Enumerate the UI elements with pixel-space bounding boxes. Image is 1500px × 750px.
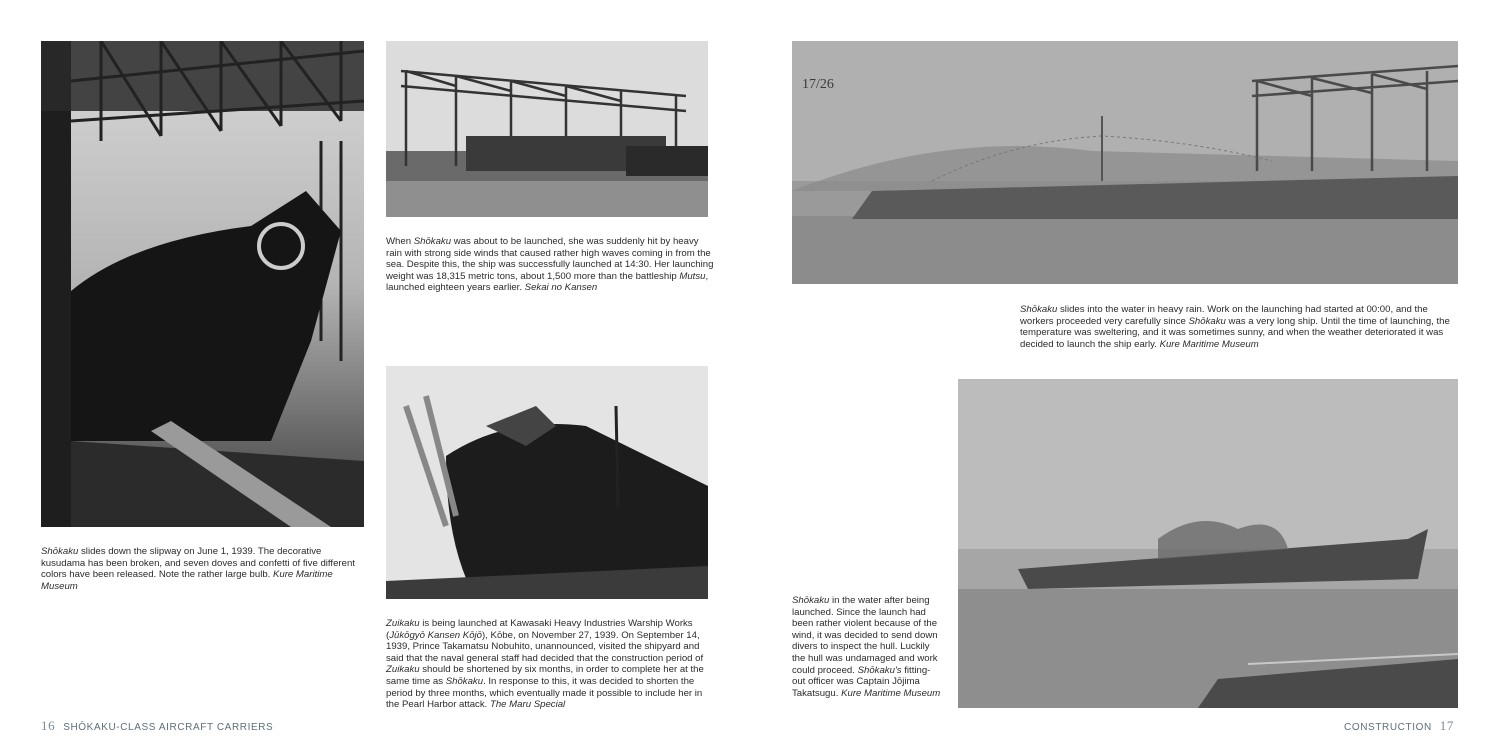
caption-run: Zuikaku	[386, 664, 420, 676]
zuikaku-photo-graphic	[386, 366, 708, 599]
photo-zuikaku-launch	[386, 366, 708, 599]
in-water-photo-graphic	[958, 379, 1458, 708]
caption-run: Shōkaku	[445, 675, 484, 687]
caption-run: Sekai no Kansen	[524, 282, 598, 294]
caption-in-water	[792, 595, 942, 699]
slipway-photo-graphic	[41, 41, 364, 527]
caption-run: , launched eighteen years earlier.	[386, 270, 709, 294]
folio-right	[1344, 718, 1454, 734]
caption-run: slides down the slipway on June 1, 1939. The decorative kusudama has been broken, and seven doves and confetti of five different colors have been released. Note the rather large bulb.	[41, 546, 355, 581]
photo-gantry-launch	[386, 41, 708, 217]
caption-run: was a very long ship. Until the time of launching, the temperature was sweltering, and it was sometimes sunny, and when the weather deteriorated it was decided to launch the ship early.	[1020, 315, 1450, 350]
caption-run: Shōkaku's	[857, 664, 902, 676]
running-title-left: SHŌKAKU-CLASS AIRCRAFT CARRIERS	[63, 722, 274, 733]
caption-run: . In response to this, it was decided to shorten the period by three months, which eventually made it possible to include her in the Pearl Harbor attack.	[386, 675, 703, 711]
caption-zuikaku	[386, 618, 716, 711]
caption-run: Zuikaku	[386, 618, 420, 629]
photo-annotation-number: 17/26	[802, 77, 834, 92]
caption-run: slides into the water in heavy rain. Work on the launching had started at 00:00, and the workers proceeded very carefully since	[1020, 304, 1428, 327]
caption-run: Shōkaku	[1020, 304, 1058, 315]
caption-run: Kure Maritime Museum	[1159, 338, 1259, 350]
photo-shokaku-in-water	[958, 379, 1458, 708]
caption-run: ), Kōbe, on November 27, 1939. On September 14, 1939, Prince Takamatsu Nobuhito, unannounced, visited the shipyard and said that the naval general staff had decided that the construction period of	[386, 629, 704, 664]
caption-run: should be shortened by six months, in order to complete her at the same time as	[386, 664, 704, 687]
caption-slipway	[41, 546, 364, 592]
caption-run: Kure Maritime Museum	[841, 687, 941, 699]
photo-shokaku-slipway	[41, 41, 364, 527]
page-number-right: 17	[1439, 718, 1454, 733]
heavy-rain-photo-graphic	[792, 41, 1458, 284]
caption-run: The Maru Special	[489, 699, 566, 711]
caption-rain-launch	[386, 236, 716, 294]
caption-run: Shōkaku	[792, 595, 830, 606]
running-title-right: CONSTRUCTION	[1344, 722, 1432, 733]
caption-run: When	[386, 236, 414, 247]
caption-run: Shōkaku	[1188, 315, 1226, 327]
folio-left	[41, 718, 273, 734]
caption-heavy-rain	[1020, 304, 1456, 350]
page-number-left: 16	[41, 718, 56, 733]
caption-run: was about to be launched, she was suddenly hit by heavy rain with strong side winds that caused rather high waves coming in from the sea. Despite this, the ship was successfully launched at 14:30. Her launching weight was 18,315 metric tons, about 1,500 more than the battleship	[386, 236, 714, 282]
caption-run: Shōkaku	[413, 236, 452, 247]
caption-run: in the water after being launched. Since the launch had been rather violent because of the wind, it was decided to send down divers to inspect the hull. Luckily the hull was undamaged and work could proceed.	[792, 595, 938, 676]
caption-run: Shōkaku	[41, 546, 79, 557]
caption-run: Kure Maritime Museum	[41, 569, 333, 592]
caption-run: fitting-out officer was Captain Jōjima Takatsugu.	[792, 664, 931, 699]
photo-shokaku-heavy-rain	[792, 41, 1458, 284]
caption-run: is being launched at Kawasaki Heavy Industries Warship Works (	[386, 618, 693, 641]
caption-run: Mutsu	[679, 270, 706, 282]
gantry-photo-graphic	[386, 41, 708, 217]
caption-run: Jūkōgyō Kansen Kōjō	[389, 629, 483, 641]
